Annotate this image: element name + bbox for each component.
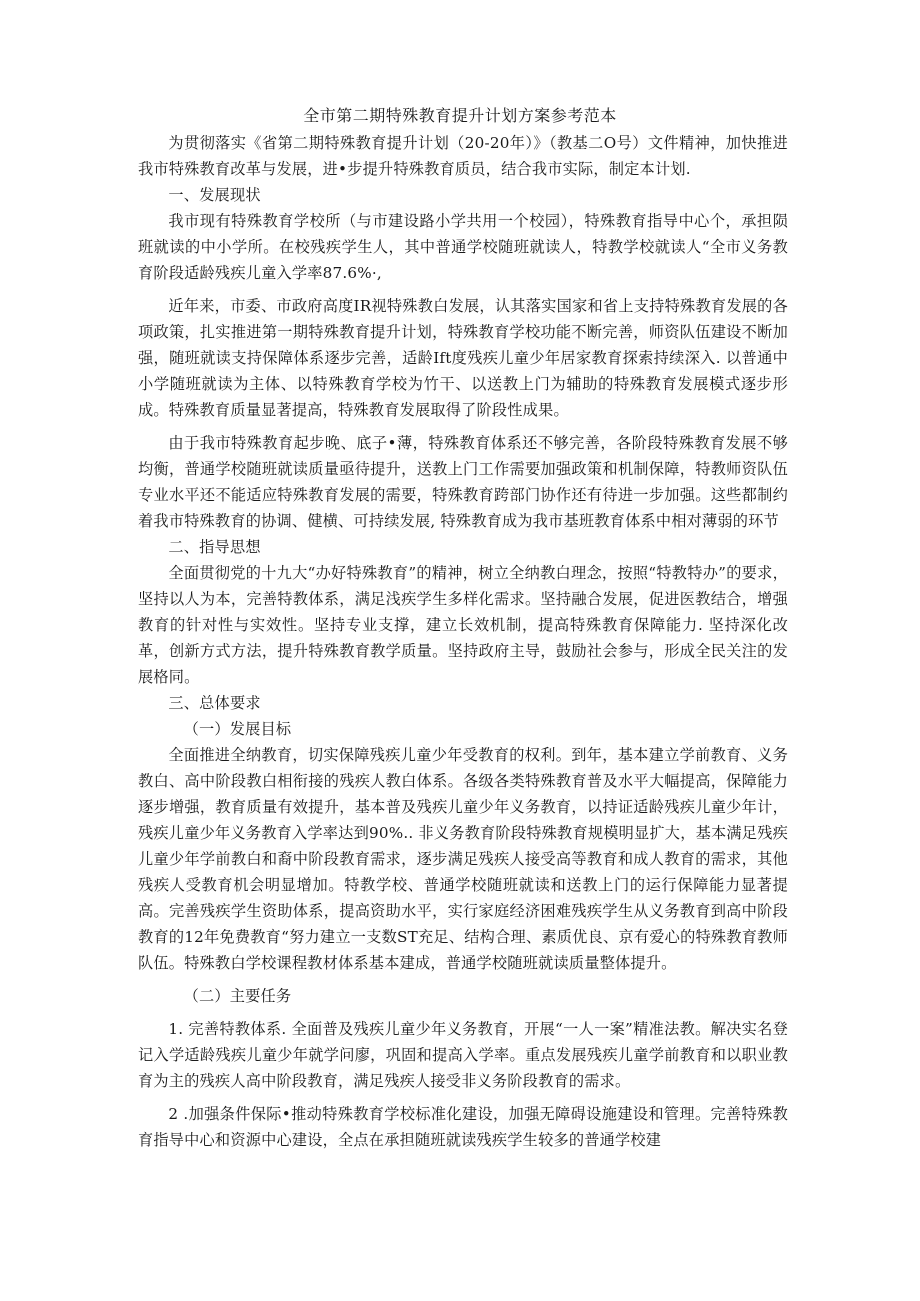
paragraph-guiding-thought: 全面贯彻党的十九大“办好特殊教育”的精神，树立全纳教白理念，按照“特教特办”的要求，坚持以人为本，完善特教体系，满足浅疾学生多样化需求。坚持融合发展，促进医教结合，增强教育的针对性与实效性。坚持专业支撑，建立长效机制，提高特殊教育保障能力. 坚持深化改革，创新方式方法，提升特殊教育教学质量。坚持政府主导，鼓励社会参与，形成全民关注的发展格同。 xyxy=(138,564,788,686)
document-body xyxy=(138,130,788,1153)
paragraph-status-1: 我市现有特殊教育学校所（与市建设路小学共用一个校园），特殊教育指导中心个，承担陨班就读的中小学所。在校残疾学生人，其中普通学校随班就读人，特教学校就读人“全市义务教育阶段适龄残疾儿童入学率87.6%·, xyxy=(138,212,788,282)
subsection-heading-goals: （一）发展目标 xyxy=(183,720,292,738)
task-item-2: 2 .加强条件保际•推动特殊教育学校标准化建设，加强无障碍设施建设和管理。完善特殊教育指导中心和资源中心建设，全点在承担随班就读残疾学生较多的普通学校建 xyxy=(138,1105,788,1149)
intro-paragraph: 为贯彻落实《省第二期特殊教育提升计划（20-20年）》（教基二O号）文件精神，加快推进我市特殊教育改革与发展，进•步提升特殊教育质员，结合我市实际，制定本计划. xyxy=(138,134,788,178)
section-heading-guiding-thought: 二、指导思想 xyxy=(168,538,261,556)
paragraph-status-2: 近年来，市委、市政府高度IR视特殊教白发展，认其落实国家和省上支持特殊教育发展的各项政策，扎实推进第一期特殊教育提升计划，特殊教育学校功能不断完善，师资队伍建设不断加强，随班就读支持保障体系逐步完善，适龄Ift度残疾儿童少年居家教育探索持续深入. 以普通中小学随班就读为主体、以特殊教育学校为竹干、以送教上门为辅助的特殊教育发展模式逐步形成。特殊教育质量显著提高，特殊教育发展取得了阶段性成果。 xyxy=(138,297,788,419)
paragraph-status-3: 由于我市特殊教育起步晚、底子•薄，特殊教育体系还不够完善，各阶段特殊教育发展不够均衡，普通学校随班就读质量亟待提升，送教上门工作需要加强政策和机制保障，特教师资队伍专业水平还不能适应特殊教育发展的需要，特殊教育跨部门协作还有待进一步加强。这些都制约着我市特殊教育的协调、健横、可持续发展, 特殊教育成为我市基班教育体系中相对薄弱的环节 xyxy=(138,434,788,530)
section-heading-status: 一、发展现状 xyxy=(168,186,261,204)
section-heading-overall-requirements: 三、总体要求 xyxy=(168,694,261,712)
task-item-1: 1. 完善特教体系. 全面普及残疾儿童少年义务教育，开展“一人一案”精准法教。解决实名登记入学适龄残疾儿童少年就学问廖，巩固和提高入学率。重点发展残疾儿童学前教育和以职业教育为主的残疾人高中阶段教育，满足残疾人接受非义务阶段教育的需求。 xyxy=(138,1020,788,1090)
document-title: 全市第二期特殊教育提升计划方案参考范本 xyxy=(303,106,617,125)
paragraph-goals: 全面推进全纳教育，切实保障残疾儿童少年受教育的权利。到年，基本建立学前教育、义务教白、高中阶段教白相衔接的残疾人教白体系。各级各类特殊教育普及水平大幅提高，保障能力逐步增强，教育质量有效提升，基本普及残疾儿童少年义务教育，以持证适龄残疾儿童少年计，残疾儿童少年义务教育入学率达到90%.. 非义务教育阶段特殊教育规模明显扩大，基本满足残疾儿童少年学前教白和裔中阶段教育需求，逐步满足残疾人接受高等教育和成人教育的需求，其他残疾人受教育机会明显增加。特教学校、普通学校随班就读和送教上门的运行保障能力显著提高。完善残疾学生资助体系，提高资助水平，实行家庭经济困难残疾学生从义务教育到高中阶段教育的12年免费教育“努力建立一支数ST充足、结构合理、素质优良、京有爱心的特殊教育教师队伍。特殊教白学校课程教材体系基本建成，普通学校随班就读质量整体提升。 xyxy=(138,746,788,972)
subsection-heading-tasks: （二）主要任务 xyxy=(183,987,292,1005)
